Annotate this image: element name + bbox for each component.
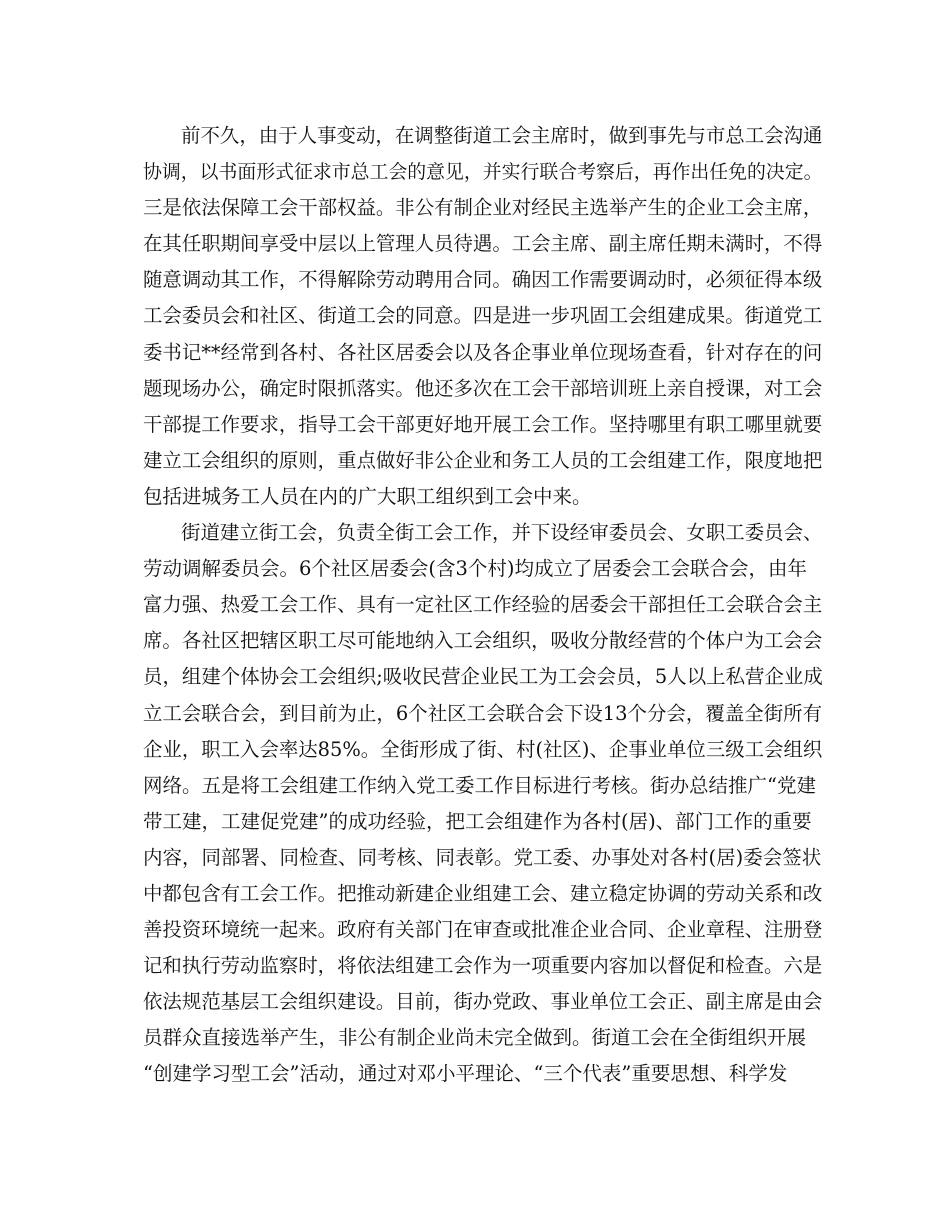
text-line: 网络。五是将工会组建工作纳入党工委工作目标进行考核。街办总结推广“党建	[143, 773, 816, 797]
text-line: 善投资环境统一起来。政府有关部门在审查或批准企业合同、企业章程、注册登	[143, 918, 823, 942]
text-line: 干部提工作要求，指导工会干部更好地开展工会工作。坚持哪里有职工哪里就要	[143, 412, 823, 436]
text-line: 协调，以书面形式征求市总工会的意见，并实行联合考察后，再作出任免的决定。	[143, 161, 823, 184]
text-line: 随意调动其工作，不得解除劳动聘用合同。确因工作需要调动时，必须征得本级	[143, 268, 823, 292]
text-line: 立工会联合会，到目前为止，6个社区工会联合会下设13个分会，覆盖全街所有	[143, 701, 823, 725]
text-line: “创建学习型工会”活动，通过对邓小平理论、“三个代表”重要思想、科学发	[143, 1062, 788, 1086]
text-line: 在其任职期间享受中层以上管理人员待遇。工会主席、副主席任期未满时，不得	[143, 232, 823, 256]
text-line: 带工建，工建促党建”的成功经验，把工会组建作为各村(居)、部门工作的重要	[143, 809, 812, 833]
text-line: 富力强、热爱工会工作、具有一定社区工作经验的居委会干部担任工会联合会主	[143, 593, 823, 617]
text-line: 中都包含有工会工作。把推动新建企业组建工会、建立稳定协调的劳动关系和改	[143, 881, 823, 905]
text-line: 员群众直接选举产生，非公有制企业尚未完全做到。街道工会在全街组织开展	[143, 1026, 807, 1050]
text-line: 委书记**经常到各村、各社区居委会以及各企事业单位现场查看，针对存在的问	[143, 340, 823, 364]
text-line: 题现场办公，确定时限抓落实。他还多次在工会干部培训班上亲自授课，对工会	[143, 376, 823, 400]
text-line: 劳动调解委员会。6个社区居委会(含3个村)均成立了居委会工会联合会，由年	[143, 557, 808, 581]
text-line: 记和执行劳动监察时，将依法组建工会作为一项重要内容加以督促和检查。六是	[143, 954, 823, 978]
text-line: 企业，职工入会率达85%。全街形成了街、村(社区)、企事业单位三级工会组织	[143, 737, 823, 761]
text-line: 内容，同部署、同检查、同考核、同表彰。党工委、办事处对各村(居)委会签状	[143, 845, 822, 869]
text-line: 依法规范基层工会组织建设。目前，街办党政、事业单位工会正、副主席是由会	[143, 990, 823, 1014]
text-line: 工会委员会和社区、街道工会的同意。四是进一步巩固工会组建成果。街道党工	[143, 304, 823, 328]
text-line: 前不久，由于人事变动，在调整街道工会主席时，做到事先与市总工会沟通	[181, 124, 823, 147]
text-line: 员，组建个体协会工会组织;吸收民营企业民工为工会会员，5人以上私营企业成	[143, 665, 823, 689]
text-line: 三是依法保障工会干部权益。非公有制企业对经民主选举产生的企业工会主席，	[143, 196, 823, 220]
document-body	[143, 118, 823, 1093]
text-line: 席。各社区把辖区职工尽可能地纳入工会组织，吸收分散经营的个体户为工会会	[143, 629, 823, 653]
text-line: 包括进城务工人员在内的广大职工组织到工会中来。	[143, 484, 592, 508]
text-line: 街道建立街工会，负责全街工会工作，并下设经审委员会、女职工委员会、	[181, 521, 823, 545]
text-line: 建立工会组织的原则，重点做好非公企业和务工人员的工会组建工作，限度地把	[143, 448, 823, 472]
